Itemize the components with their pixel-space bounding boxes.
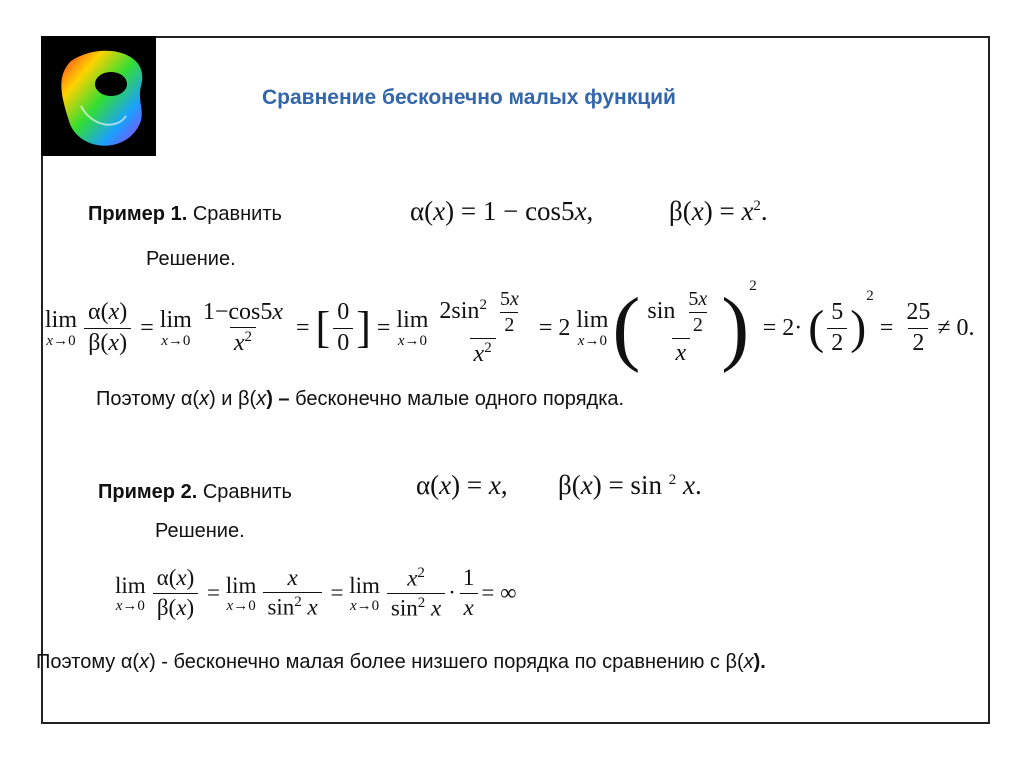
example2-beta-def: β(x) = sin $^2$ x.	[558, 470, 702, 500]
example2-conclusion: Поэтому α(x) - бесконечно малая более низшего порядка по сравнению с β(x).	[36, 651, 766, 673]
example1-conclusion: Поэтому α(x) и β(x) – бесконечно малые одного порядка.	[96, 388, 625, 410]
example2-alpha-def: α(x) = x,	[416, 470, 508, 500]
example1-beta-def: $\beta(x) = x^2$.	[669, 196, 768, 226]
example1-limit-formula: lim x→0 $\frac{\alpha(x)}{\beta(x)}$ = lim x→0 $\frac{1-\cos 5x}{x^2}$ = [ $\frac{0}{0}$ ] = lim x→0 $2\sin^2$ $\frac{5x}{2}$ $x^2$ = 2 lim x→0 ( sin $\frac{5x}{2}$ x ) $^2$ = 2· ( $\frac{5}{2}$ ) $^2$ = $\frac{25}{2}$ ≠ 0.	[45, 278, 975, 374]
example1-solution: Решение.	[146, 248, 236, 270]
slide-title: Сравнение бесконечно малых функций	[262, 86, 676, 109]
example2-solution: Решение.	[155, 520, 245, 542]
example1-label: Пример 1.	[88, 203, 188, 225]
logo	[41, 36, 156, 156]
example2-heading	[98, 481, 292, 504]
example2-limit-formula: lim x→0 $\frac{\alpha(x)}{\beta(x)}$ = lim x→0 $\frac{x}{\sin^2 x}$ = lim x→0 $\frac{x^2}{\sin^2 x}$ · $\frac{1}{x}$ = ∞	[115, 564, 517, 621]
example2-action: Сравнить	[197, 481, 292, 503]
example1-heading	[88, 203, 282, 226]
example1-alpha-def: α(x) = 1 − cos5x,	[410, 196, 594, 226]
example1-action: Сравнить	[187, 203, 282, 225]
example2-label: Пример 2.	[98, 481, 198, 503]
rainbow-3d-surface-icon	[41, 36, 156, 156]
